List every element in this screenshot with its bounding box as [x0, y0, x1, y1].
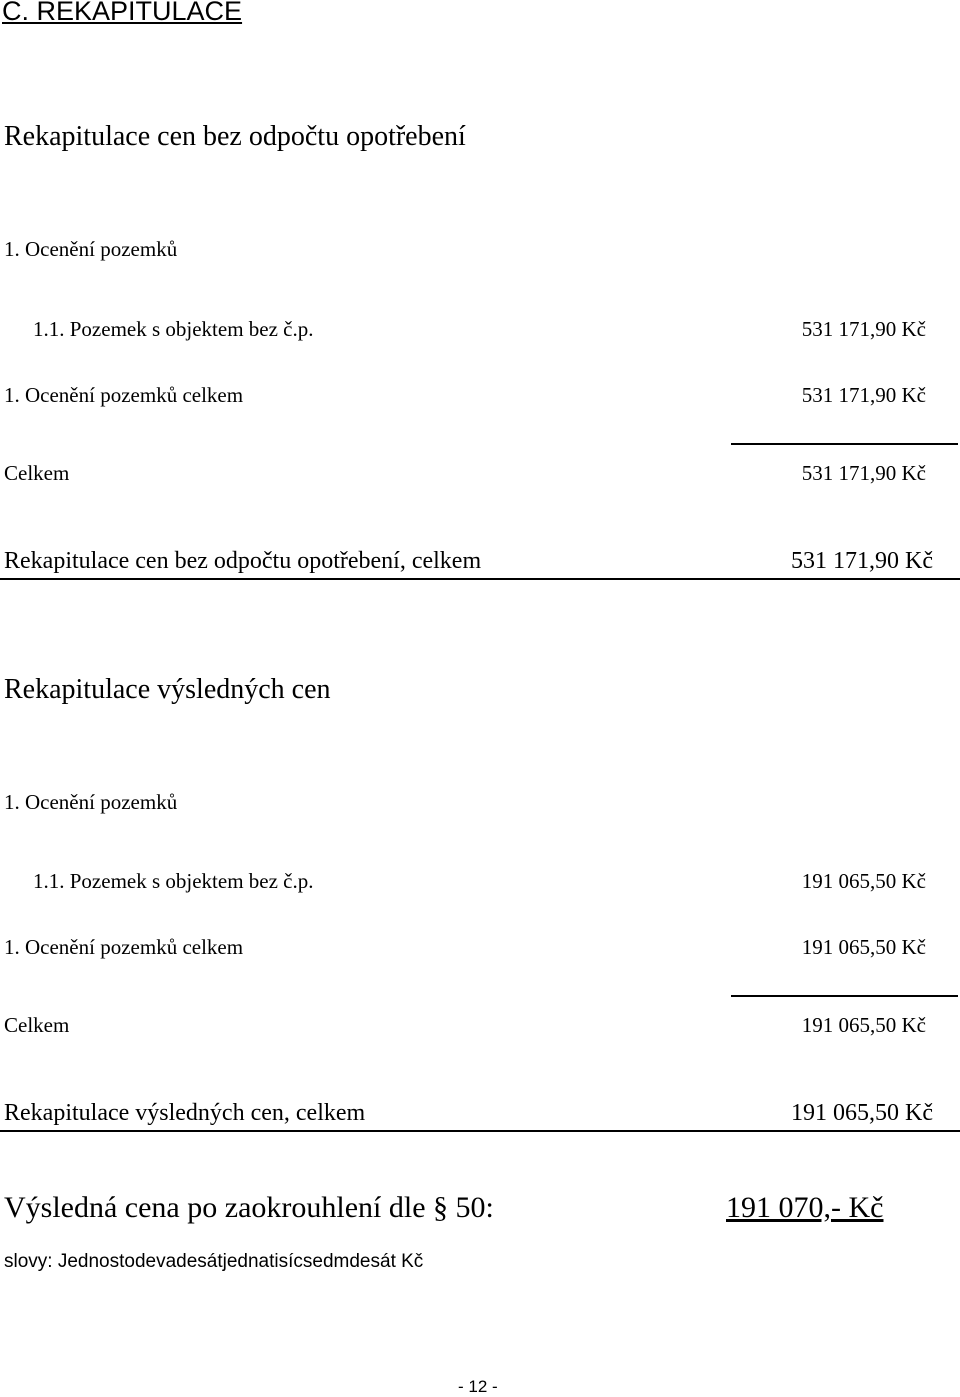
- item-value: 191 065,50 Kč: [801, 869, 926, 893]
- summary-label: Rekapitulace výsledných cen, celkem: [4, 1100, 366, 1126]
- summary-label: Rekapitulace cen bez odpočtu opotřebení, celkem: [4, 548, 482, 574]
- subtotal-divider: [731, 995, 958, 997]
- summary-underline: [0, 578, 960, 580]
- group-total-value: 191 065,50 Kč: [801, 935, 926, 959]
- page-number: - 12 -: [458, 1377, 498, 1396]
- group-total-label: 1. Ocenění pozemků celkem: [4, 383, 244, 407]
- total-label: Celkem: [4, 1013, 70, 1037]
- total-value: 531 171,90 Kč: [801, 461, 926, 485]
- subtotal-divider: [731, 443, 958, 445]
- summary-underline: [0, 1130, 960, 1132]
- total-label: Celkem: [4, 461, 70, 485]
- final-price-label: Výsledná cena po zaokrouhlení dle § 50:: [4, 1191, 494, 1224]
- price-in-words: slovy: Jednostodevadesátjednatisícsedmdesát Kč: [4, 1251, 424, 1272]
- final-price-value: 191 070,- Kč: [726, 1191, 884, 1224]
- item-label: 1.1. Pozemek s objektem bez č.p.: [33, 317, 314, 341]
- section-title: Rekapitulace výsledných cen: [4, 674, 331, 705]
- group-total-label: 1. Ocenění pozemků celkem: [4, 935, 244, 959]
- page-heading: C. REKAPITULACE: [2, 0, 243, 26]
- group-total-value: 531 171,90 Kč: [801, 383, 926, 407]
- item-value: 531 171,90 Kč: [801, 317, 926, 341]
- total-value: 191 065,50 Kč: [801, 1013, 926, 1037]
- summary-value: 531 171,90 Kč: [791, 548, 933, 574]
- item-label: 1.1. Pozemek s objektem bez č.p.: [33, 869, 314, 893]
- section-title: Rekapitulace cen bez odpočtu opotřebení: [4, 121, 466, 152]
- summary-value: 191 065,50 Kč: [791, 1100, 933, 1126]
- group-title: 1. Ocenění pozemků: [4, 790, 178, 814]
- group-title: 1. Ocenění pozemků: [4, 237, 178, 261]
